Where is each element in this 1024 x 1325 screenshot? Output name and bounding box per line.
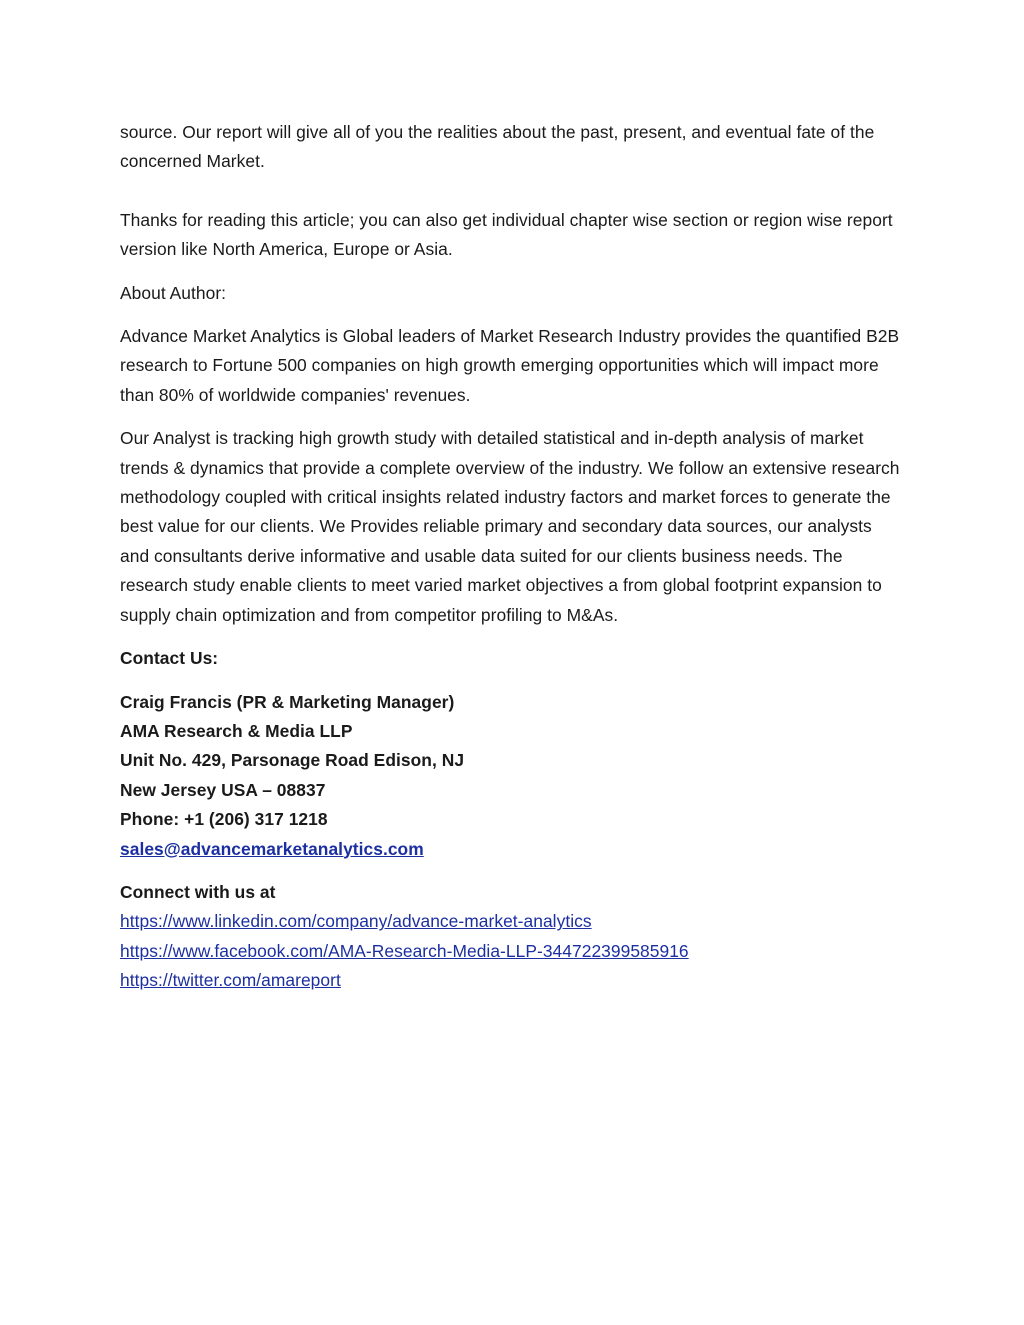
spacer (120, 864, 904, 878)
connect-block (120, 878, 904, 996)
contact-name: Craig Francis (PR & Marketing Manager) (120, 691, 455, 712)
contact-address-line-2: New Jersey USA – 08837 (120, 779, 326, 800)
spacer (120, 265, 904, 279)
contact-block (120, 688, 904, 864)
spacer (120, 410, 904, 424)
spacer (120, 674, 904, 688)
contact-phone: Phone: +1 (206) 317 1218 (120, 809, 328, 830)
facebook-link[interactable]: https://www.facebook.com/AMA-Research-Media-LLP-344722399585916 (120, 940, 689, 961)
contact-email-link[interactable]: sales@advancemarketanalytics.com (120, 838, 424, 859)
contact-address-line-1: Unit No. 429, Parsonage Road Edison, NJ (120, 750, 465, 771)
contact-company: AMA Research & Media LLP (120, 720, 353, 741)
spacer (120, 630, 904, 644)
paragraph-thanks: Thanks for reading this article; you can also get individual chapter wise section or region wise report version like North America, Europe or Asia. (120, 209, 893, 260)
document-body (120, 118, 904, 996)
spacer (120, 177, 904, 206)
twitter-link[interactable]: https://twitter.com/amareport (120, 970, 341, 991)
paragraph-intro: source. Our report will give all of you the realities about the past, present, and eventual fate of the concerned Market. (120, 122, 875, 172)
linkedin-link[interactable]: https://www.linkedin.com/company/advance-market-analytics (120, 911, 592, 932)
connect-heading: Connect with us at (120, 881, 276, 902)
spacer (120, 308, 904, 322)
paragraph-analyst: Our Analyst is tracking high growth study with detailed statistical and in-depth analysis of market trends & dynamics that provide a complete overview of the industry. We follow an extensive research methodology coupled with critical insights related industry factors and market forces to generate the best value for our clients. We Provides reliable primary and secondary data sources, our analysts and consultants derive informative and usable data suited for our clients business needs. The research study enable clients to meet varied market objectives a from global footprint expansion to supply chain optimization and from competitor profiling to M&As. (120, 428, 900, 625)
about-author-heading: About Author: (120, 282, 227, 303)
contact-us-heading: Contact Us: (120, 648, 219, 669)
paragraph-about-company: Advance Market Analytics is Global leaders of Market Research Industry provides the quantified B2B research to Fortune 500 companies on high growth emerging opportunities which will impact more than 80% of worldwide companies' revenues. (120, 326, 900, 405)
